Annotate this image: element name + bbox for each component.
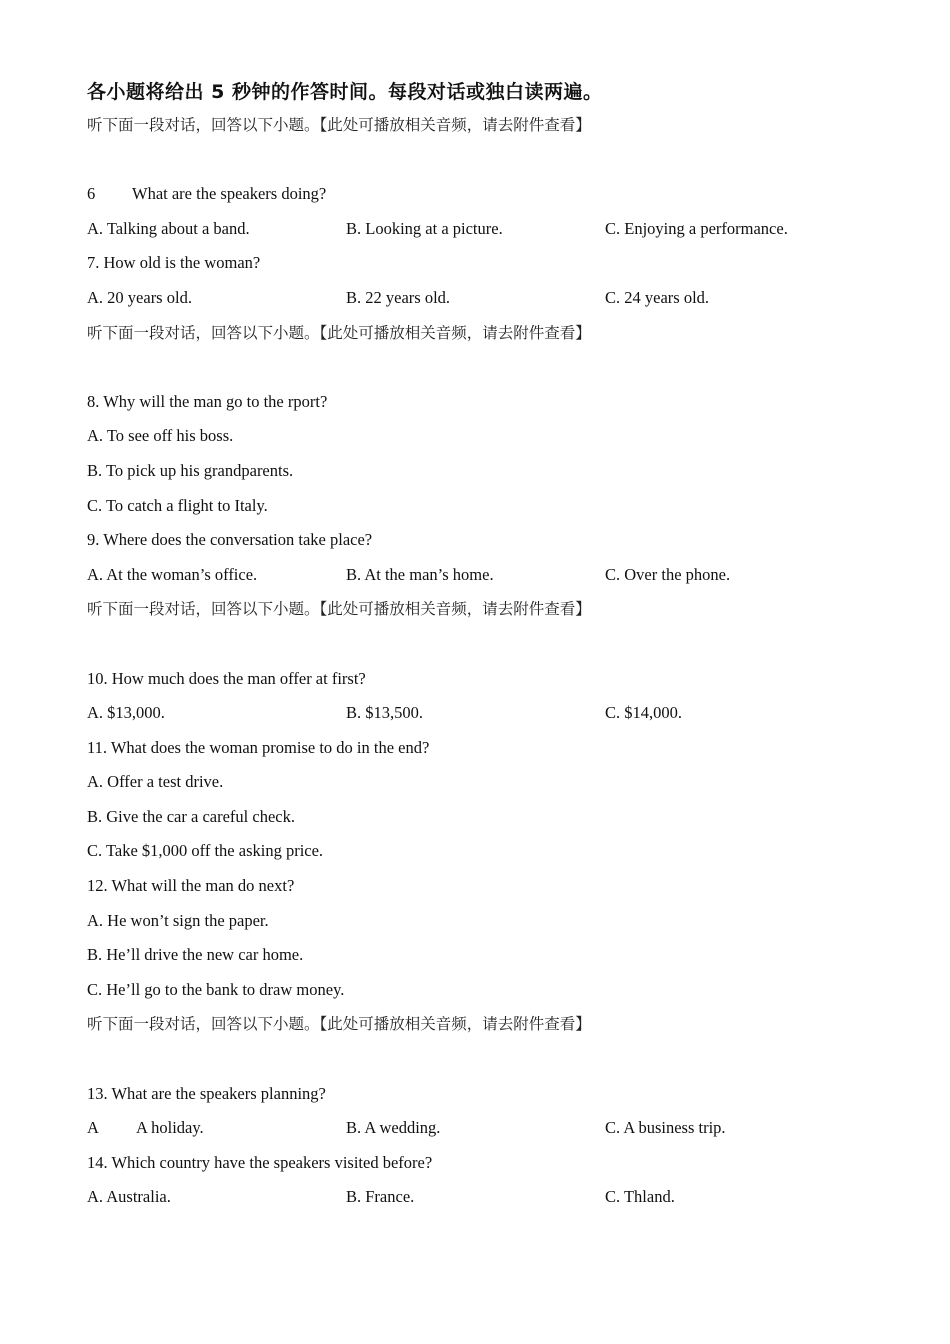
- option-text: A holiday.: [136, 1118, 204, 1138]
- option-a: A. Talking about a band.: [87, 218, 250, 238]
- option-c: C. A business trip.: [605, 1118, 726, 1138]
- question-number: 8.: [87, 391, 100, 411]
- question-10: [87, 662, 887, 697]
- question-text: Where does the conversation take place?: [103, 530, 373, 550]
- question-number: 9.: [87, 530, 100, 550]
- option-b: B. $13,500.: [346, 703, 424, 723]
- options-row: [87, 558, 887, 593]
- option-c: C. $14,000.: [605, 703, 683, 723]
- question-number: 13.: [87, 1083, 108, 1103]
- question-text: What are the speakers planning?: [111, 1083, 326, 1103]
- question-6: [87, 177, 887, 212]
- option-c: C. Thland.: [605, 1187, 675, 1207]
- option-a: A. To see off his boss.: [87, 426, 234, 446]
- question-9: [87, 523, 887, 558]
- option-b: B. He’ll drive the new car home.: [87, 945, 304, 965]
- question-number: 6: [87, 184, 96, 204]
- option-b: B. Give the car a careful check.: [87, 806, 295, 826]
- question-text: What will the man do next?: [111, 876, 295, 896]
- audio-instruction: 听下面一段对话，回答以下小题。【此处可播放相关音频，请去附件查看】: [87, 1015, 591, 1034]
- option-a: A. Offer a test drive.: [87, 772, 224, 792]
- option-b: B. At the man’s home.: [346, 564, 494, 584]
- question-number: 7.: [87, 253, 100, 273]
- question-text: How much does the man offer at first?: [111, 668, 366, 688]
- question-13: [87, 1077, 887, 1112]
- option-b: B. 22 years old.: [346, 287, 451, 307]
- question-8: [87, 385, 887, 420]
- option-a: A. $13,000.: [87, 703, 165, 723]
- question-12: [87, 869, 887, 904]
- option-c: C. Take $1,000 off the asking price.: [87, 841, 324, 861]
- question-14: [87, 1146, 887, 1181]
- option-c: C. Over the phone.: [605, 564, 731, 584]
- option-b: B. To pick up his grandparents.: [87, 460, 294, 480]
- option-c: C. He’ll go to the bank to draw money.: [87, 979, 345, 999]
- options-row: [87, 1180, 887, 1215]
- option-a: [87, 1111, 346, 1146]
- question-text: How old is the woman?: [103, 253, 261, 273]
- question-number: 14.: [87, 1152, 108, 1172]
- option-letter: A: [87, 1118, 99, 1138]
- option-b: B. Looking at a picture.: [346, 218, 503, 238]
- options-row: [87, 1111, 887, 1146]
- question-number: 12.: [87, 876, 108, 896]
- question-number: 10.: [87, 668, 108, 688]
- option-a: A. Australia.: [87, 1187, 171, 1207]
- option-c: C. To catch a flight to Italy.: [87, 495, 268, 515]
- options-row: [87, 281, 887, 316]
- audio-instruction: 听下面一段对话，回答以下小题。【此处可播放相关音频，请去附件查看】: [87, 600, 591, 619]
- options-row: [87, 212, 887, 247]
- option-b: B. A wedding.: [346, 1118, 441, 1138]
- options-row: [87, 696, 887, 731]
- question-text: Why will the man go to the rport?: [103, 391, 328, 411]
- question-text: What does the woman promise to do in the end?: [110, 737, 430, 757]
- spacer: [87, 350, 887, 385]
- audio-instruction: 听下面一段对话，回答以下小题。【此处可播放相关音频，请去附件查看】: [87, 116, 591, 134]
- audio-instruction: 听下面一段对话，回答以下小题。【此处可播放相关音频，请去附件查看】: [87, 323, 591, 342]
- document-page: [87, 78, 887, 1215]
- question-number: 11.: [87, 737, 108, 757]
- section-heading: 各小题将给出 5 秒钟的作答时间。每段对话或独白读两遍。: [87, 81, 603, 103]
- option-b: B. France.: [346, 1187, 415, 1207]
- question-text: Which country have the speakers visited before?: [111, 1152, 433, 1172]
- option-a: A. He won’t sign the paper.: [87, 910, 269, 930]
- spacer: [87, 1042, 887, 1077]
- option-c: C. 24 years old.: [605, 287, 710, 307]
- question-7: [87, 246, 887, 281]
- option-c: C. Enjoying a performance.: [605, 218, 788, 238]
- option-a: A. 20 years old.: [87, 287, 192, 307]
- question-11: [87, 731, 887, 766]
- option-a: A. At the woman’s office.: [87, 564, 258, 584]
- question-text: What are the speakers doing?: [132, 184, 327, 204]
- spacer: [87, 627, 887, 662]
- spacer: [87, 143, 887, 178]
